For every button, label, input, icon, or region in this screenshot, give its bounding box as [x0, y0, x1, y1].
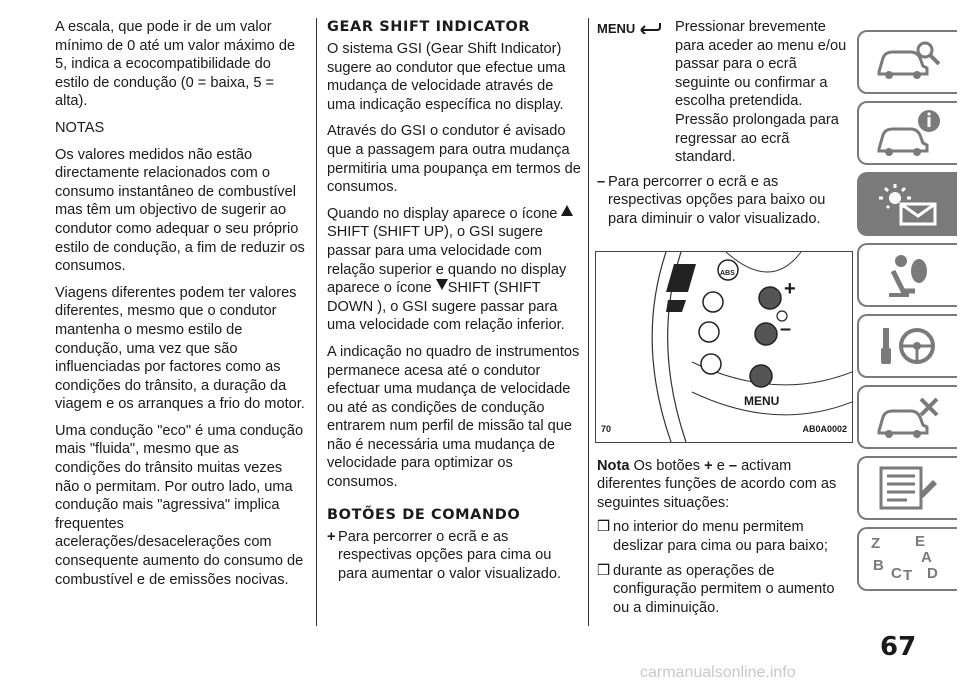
section-heading-gsi: GEAR SHIFT INDICATOR: [327, 19, 531, 35]
tab-index[interactable]: [857, 527, 957, 591]
figure-code: AB0A0002: [802, 423, 847, 434]
specifications-list-icon: [873, 464, 943, 512]
alphabetical-index-icon: [871, 533, 951, 585]
tab-safety[interactable]: [857, 243, 957, 307]
index-letter: C: [891, 565, 902, 582]
paragraph-shift-icons: [327, 205, 581, 335]
airbag-person-icon: [873, 251, 943, 299]
minus-text: Para percorrer o ecrã e as respectivas opções para baixo ou para diminuir o valor visualizado.: [608, 173, 826, 227]
figure-minus-label: –: [780, 317, 792, 340]
tab-emergency[interactable]: [857, 385, 957, 449]
plus-symbol: +: [704, 457, 713, 474]
minus-symbol: –: [728, 457, 737, 474]
watermark: carmanualsonline.info: [640, 664, 796, 681]
menu-text: Pressionar brevemente para aceder ao menu e/ou passar para o ecrã seguinte ou confirmar a escolha pretendida. Pressão prolongada para regressar ao ecrã standard.: [675, 19, 847, 166]
car-search-icon: [873, 38, 943, 86]
car-info-icon: [873, 109, 943, 157]
paragraph: O sistema GSI (Gear Shift Indicator) sugere ao condutor que efectue uma mudança de velocidade através de uma indicação específica no display.: [327, 41, 566, 113]
index-letter: Z: [871, 535, 881, 552]
shift-up-icon: [561, 205, 573, 216]
tab-car-info[interactable]: [857, 101, 957, 165]
menu-key: [597, 18, 675, 167]
text: Os botões: [633, 457, 701, 474]
chapter-tabs: [857, 30, 960, 598]
paragraph: Viagens diferentes podem ter valores diferentes, mesmo que o condutor mantenha o mesmo estilo de condução, uma vez que são influenciadas por factores como as condições do trânsito, a duração da viagem e os arranques a frio do motor.: [55, 284, 305, 413]
paragraph: Os valores medidos não estão directamente relacionados com o consumo instantâneo de combustível mas têm um objectivo de sugerir ao condutor como adequar o seu próprio estilo de condução, a fim de reduzir os consumos.: [55, 146, 305, 275]
list-item: [597, 518, 849, 555]
return-arrow-icon: [639, 22, 661, 34]
column-left: [55, 18, 307, 597]
text: Quando no display aparece o ícone: [327, 205, 558, 222]
section-heading-buttons: BOTÕES DE COMANDO: [327, 506, 521, 523]
note-label: Nota: [597, 457, 630, 474]
column-middle: [327, 18, 581, 591]
menu-button-description: [597, 18, 849, 167]
menu-label: MENU: [597, 21, 636, 36]
list-item-text: no interior do menu permitem deslizar para cima ou para baixo;: [613, 519, 828, 554]
abs-label: ABS: [720, 269, 735, 277]
paragraph: Uma condução "eco" é uma condução mais "fluida", mesmo que as condições do trânsito muitas vezes não o permitam. Por outro lado, uma condução mais "agressiva" implica frequentes acelerações/desacelerações com consequente aumento do consumo de combustível e de emissões nocivas.: [55, 422, 304, 588]
minus-button-description: [597, 173, 849, 229]
note-paragraph: [597, 457, 849, 513]
list-item: [597, 562, 849, 618]
paragraph: A indicação no quadro de instrumentos permanece acesa até o condutor efectuar uma mudança de velocidade ou até as condições de condução entrarem num perfil de missão tal que não é necessária uma mudança de velocidade para optimizar os consumos.: [327, 343, 580, 491]
figure-number: 70: [601, 423, 612, 434]
checkbox-bullet-icon: ❒: [597, 519, 611, 536]
plus-button-description: [327, 528, 581, 584]
text: e: [716, 457, 725, 474]
index-letter: T: [903, 567, 913, 584]
plus-text: Para percorrer o ecrã e as respectivas opções para cima ou para aumentar o valor visualizado.: [338, 528, 562, 582]
column-divider: [588, 18, 589, 626]
notes-heading: NOTAS: [55, 119, 105, 136]
column-divider: [316, 18, 317, 626]
index-letter: B: [873, 557, 884, 574]
index-letter: A: [921, 549, 932, 566]
column-right: [597, 18, 849, 623]
checkbox-bullet-icon: ❒: [597, 562, 611, 579]
paragraph: A escala, que pode ir de um valor mínimo de 0 até um valor máximo de 5, indica a ecocompatibilidade do estilo de condução (0 = baixa, 5 = alta).: [55, 19, 296, 110]
figure-plus-label: +: [784, 277, 796, 300]
paragraph: Através do GSI o condutor é avisado que a passagem para outra mudança permitiria uma poupança em termos de consumos.: [327, 123, 581, 196]
tab-warning-lights[interactable]: [857, 172, 957, 236]
shift-down-icon: [436, 279, 448, 290]
warning-light-message-icon: [873, 180, 943, 228]
tools-steering-wheel-icon: [873, 322, 943, 370]
dashboard-buttons-figure: [595, 251, 853, 443]
tab-car-search[interactable]: [857, 30, 957, 94]
page-number: 67: [880, 632, 917, 662]
plus-symbol: +: [327, 528, 336, 545]
figure-menu-label: MENU: [744, 393, 780, 408]
list-item-text: durante as operações de configuração permitem o aumento ou a diminuição.: [613, 562, 835, 616]
text: SHIFT (SHIFT UP), o GSI sugere passar para uma velocidade com relação superior e quando no display aparece o ícone: [327, 224, 567, 297]
text: activam diferentes funções de acordo com as seguintes situações:: [597, 457, 837, 511]
index-letter: E: [915, 533, 926, 550]
text: SHIFT (SHIFT DOWN ), o GSI sugere passar para uma velocidade com relação inferior.: [327, 280, 565, 334]
tab-starting-driving[interactable]: [857, 314, 957, 378]
tab-specifications[interactable]: [857, 456, 957, 520]
index-letter: D: [927, 565, 938, 582]
minus-symbol: –: [597, 173, 606, 190]
car-tools-icon: [873, 393, 943, 441]
